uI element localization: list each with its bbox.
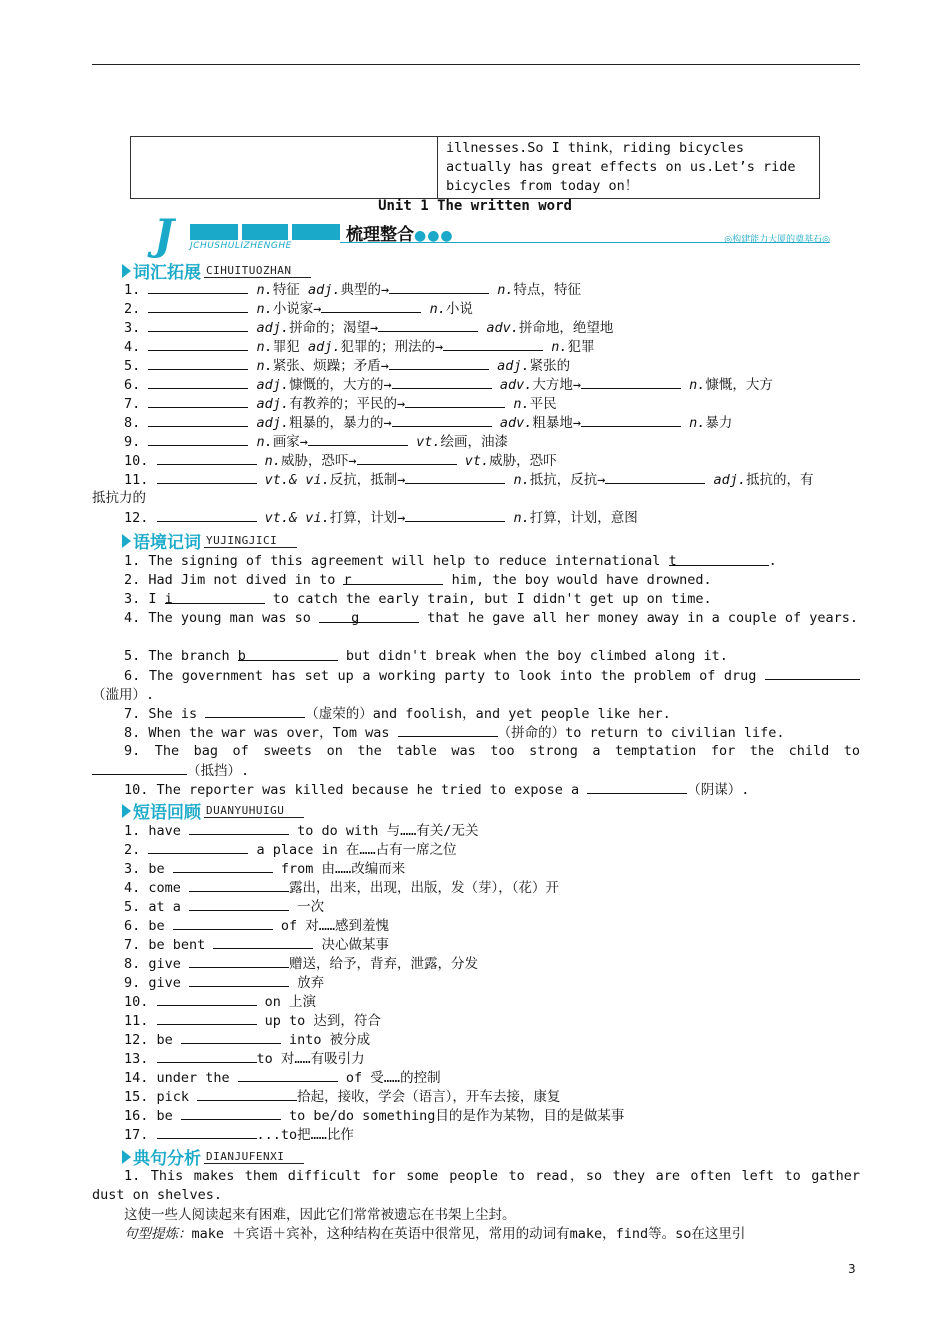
table-line: illnesses.So I think，riding bicycles [446,140,744,156]
banner-bars [190,224,340,240]
banner-motto: ◎构建能力大厦的奠基石◎ [724,235,830,245]
phrase-item: 9. give 放弃 [124,975,325,991]
blank[interactable]: b [238,647,338,661]
analysis-tip: 句型提炼：make ＋宾语＋宾补，这种结构在英语中很常见，常用的动词有make，find等。so在这里引 [124,1226,746,1242]
section-banner [150,210,830,259]
blank[interactable] [392,413,492,427]
blank[interactable] [405,508,505,522]
vocab-item: 12. vt.& vi.打算，计划→ n.打算，计划，意图 [124,510,638,526]
context-item: 6. The government has set up a working party to look into the problem of drug （滥用）. [92,666,860,705]
unit-title: Unit 1 The written word [378,198,572,214]
context-item: 2. Had Jim not dived in to r him, the boy would have drowned. [124,572,712,588]
blank[interactable] [148,413,248,427]
phrase-item: 5. at a 一次 [124,899,325,915]
context-item: 1. The signing of this agreement will help to reduce international t . [124,553,777,569]
blank[interactable] [189,954,289,968]
phrase-item: 8. give 赠送，给予，背弃，泄露，分发 [124,956,479,972]
blank[interactable]: g [319,609,419,623]
blank[interactable] [398,723,498,737]
phrase-item: 13. to 对……有吸引力 [124,1051,365,1067]
blank[interactable] [389,280,489,294]
blank[interactable] [148,375,248,389]
blank[interactable] [405,470,505,484]
blank[interactable] [321,299,421,313]
blank[interactable] [157,508,257,522]
blank[interactable] [587,780,687,794]
blank[interactable] [148,356,248,370]
context-item: 4. The young man was so g that he gave all her money away in a couple of years. [124,610,858,626]
blank[interactable] [92,761,187,775]
analysis-translation: 这使一些人阅读起来有困难，因此它们常常被遗忘在书架上尘封。 [124,1207,516,1223]
blank[interactable]: r [343,571,443,585]
vocab-item: 10. n.威胁，恐吓→ vt.威胁，恐吓 [124,453,557,469]
vocab-item: 1. n.特征 adj.典型的→ n.特点，特征 [124,282,582,298]
vocab-item: 11. vt.& vi.反抗，抵制→ n.抵抗，反抗→ adj.抵抗的，有 [124,472,814,488]
phrase-item: 17. ...to把……比作 [124,1127,354,1143]
blank[interactable] [378,318,478,332]
context-item: 7. She is （虚荣的）and foolish，and yet people like her. [124,706,671,722]
vocab-item: 9. n.画家→ vt.绘画，油漆 [124,434,508,450]
section-phrase-heading: 短语回顾 DUANYUHUIGU [122,798,304,818]
vocab-item: 4. n.罪犯 adj.犯罪的；刑法的→ n.犯罪 [124,339,595,355]
context-item: 8. When the war was over，Tom was （拼命的）to return to civilian life. [124,725,785,741]
vocab-item-wrap: 抵抗力的 [92,490,146,506]
blank[interactable] [157,992,257,1006]
table-line: actually has great effects on us.Let’s ride [446,159,796,175]
vocab-item: 6. adj.慷慨的，大方的→ adv.大方地→ n.慷慨，大方 [124,377,773,393]
phrase-item: 3. be from 由……改编而来 [124,861,406,877]
blank[interactable] [357,451,457,465]
header-rule [92,64,860,65]
blank[interactable] [181,1030,281,1044]
vocab-item: 2. n.小说家→ n.小说 [124,301,473,317]
blank[interactable] [189,821,289,835]
blank[interactable] [308,432,408,446]
table-line: bicycles from today on！ [446,178,639,194]
blank[interactable] [173,859,273,873]
blank[interactable] [148,432,248,446]
blank[interactable] [605,470,705,484]
blank[interactable]: i [165,590,265,604]
blank[interactable] [197,1087,297,1101]
blank[interactable] [148,337,248,351]
banner-title: 梳理整合●●● [346,225,454,245]
blank[interactable] [189,973,289,987]
blank[interactable] [157,1011,257,1025]
blank[interactable] [181,1106,281,1120]
blank[interactable] [443,337,543,351]
vocab-item: 3. adj.拼命的；渴望→ adv.拼命地，绝望地 [124,320,614,336]
analysis-sentence: 1. This makes them difficult for some people to read，so they are often left to gather dust on shelves. [92,1168,860,1203]
phrase-item: 4. come 露出，出来，出现，出版，发（芽），（花）开 [124,880,560,896]
phrase-item: 7. be bent 决心做某事 [124,937,390,953]
continued-table [130,136,820,199]
blank[interactable] [581,413,681,427]
phrase-item: 1. have to do with 与……有关/无关 [124,823,479,839]
blank[interactable] [157,451,257,465]
table-cell-text [438,137,820,199]
blank[interactable] [157,1049,257,1063]
blank[interactable] [189,897,289,911]
blank[interactable] [148,840,248,854]
blank[interactable] [581,375,681,389]
phrase-item: 12. be into 被分成 [124,1032,371,1048]
blank[interactable] [392,375,492,389]
phrase-item: 2. a place in 在……占有一席之位 [124,842,457,858]
blank[interactable] [148,299,248,313]
blank[interactable] [765,666,860,680]
blank[interactable]: t [669,552,769,566]
banner-letter: J [154,210,174,259]
context-item: 5. The branch b but didn't break when the boy climbed along it. [124,648,728,664]
table-cell-empty [131,137,438,199]
section-sentence-heading: 典句分析 DIANJUFENXI [122,1144,304,1164]
arrow-icon [122,264,131,278]
page-number: 3 [848,1262,856,1276]
vocab-item: 5. n.紧张、烦躁；矛盾→ adj.紧张的 [124,358,571,374]
blank[interactable] [157,470,257,484]
blank[interactable] [148,318,248,332]
context-item: 10. The reporter was killed because he tried to expose a （阴谋）. [124,782,750,798]
vocab-item: 7. adj.有教养的；平民的→ n.平民 [124,396,557,412]
blank[interactable] [148,280,248,294]
blank[interactable] [148,394,248,408]
context-item: 9. The bag of sweets on the table was too strong a temptation for the child to （抵挡）. [92,742,860,781]
phrase-item: 15. pick 拾起，接收，学会（语言），开车去接，康复 [124,1089,561,1105]
banner-pinyin: JCHUSHULIZHENGHE [190,241,292,251]
blank[interactable] [405,394,505,408]
phrase-item: 6. be of 对……感到羞愧 [124,918,390,934]
phrase-item: 14. under the of 受……的控制 [124,1070,441,1086]
phrase-item: 11. up to 达到，符合 [124,1013,381,1029]
blank[interactable] [157,1125,257,1139]
arrow-icon [122,534,131,548]
blank[interactable] [189,878,289,892]
arrow-icon [122,1150,131,1164]
phrase-item: 10. on 上演 [124,994,317,1010]
blank[interactable] [213,935,313,949]
blank[interactable] [173,916,273,930]
blank[interactable] [389,356,489,370]
vocab-item: 8. adj.粗暴的，暴力的→ adv.粗暴地→ n.暴力 [124,415,733,431]
section-vocab-heading: 词汇拓展 CIHUITUOZHAN [122,258,311,278]
blank[interactable] [205,704,305,718]
section-context-heading: 语境记词 YUJINGJICI [122,528,297,548]
context-item: 3. I i to catch the early train, but I didn't get up on time. [124,591,712,607]
arrow-icon [122,804,131,818]
blank[interactable] [238,1068,338,1082]
phrase-item: 16. be to be/do something目的是作为某物，目的是做某事 [124,1108,625,1124]
